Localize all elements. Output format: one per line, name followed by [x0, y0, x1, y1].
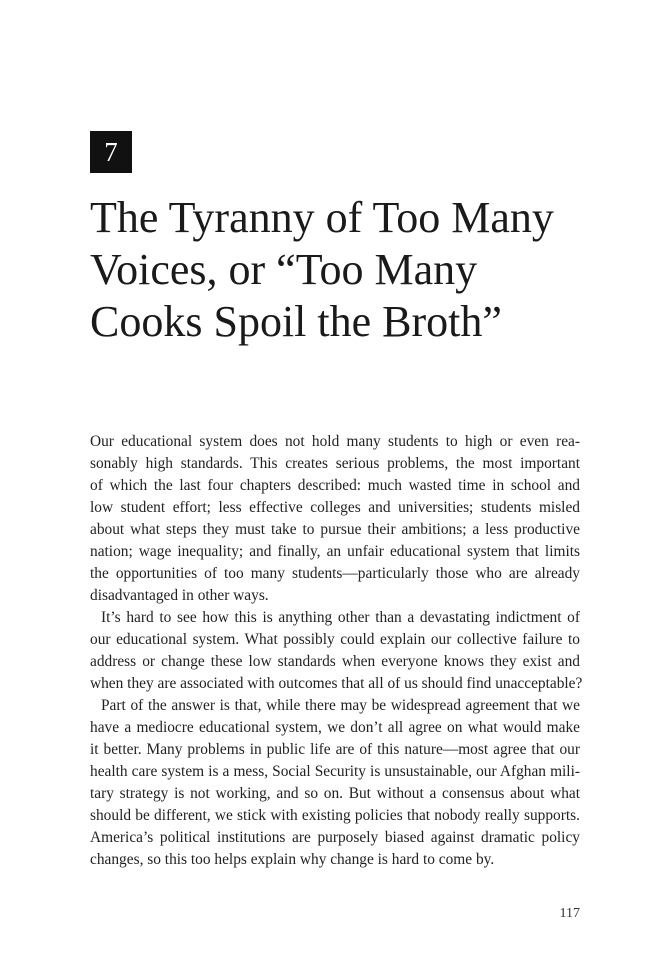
chapter-number-badge: 7: [90, 131, 132, 173]
text-line: America’s political institutions are purposely biased against dramatic policy: [90, 829, 580, 846]
text-line: about what steps they must take to pursue their ambitions; a less productive: [90, 521, 580, 538]
text-line: have a mediocre educational system, we don’t all agree on what would make: [90, 719, 580, 736]
text-line: tary strategy is not working, and so on. But without a consensus about what: [90, 785, 580, 802]
text-line: address or change these low standards when everyone knows they exist and: [90, 653, 580, 670]
text-line: changes, so this too helps explain why change is hard to come by.: [90, 851, 495, 868]
text-line: health care system is a mess, Social Security is unsustainable, our Afghan mili-: [90, 763, 580, 780]
text-line: our educational system. What possibly could explain our collective failure to: [90, 631, 580, 648]
text-line: of which the last four chapters described: much wasted time in school and: [90, 477, 580, 494]
text-line: it better. Many problems in public life are of this nature—most agree that our: [90, 741, 580, 758]
text-line: disadvantaged in other ways.: [90, 587, 269, 604]
page-number: 117: [559, 906, 580, 921]
text-line: It’s hard to see how this is anything other than a devastating indictment of: [101, 609, 580, 626]
paragraph: [90, 431, 580, 607]
text-line: sonably high standards. This creates serious problems, the most important: [90, 455, 580, 472]
text-line: Part of the answer is that, while there may be widespread agreement that we: [101, 697, 580, 714]
text-line: nation; wage inequality; and finally, an unfair educational system that limits: [90, 543, 580, 560]
paragraph: [90, 607, 583, 695]
text-line: should be different, we stick with existing policies that nobody really supports.: [90, 807, 580, 824]
chapter-title-line: Cooks Spoil the Broth”: [90, 297, 502, 346]
chapter-title-line: The Tyranny of Too Many: [90, 193, 554, 242]
text-line: Our educational system does not hold many students to high or even rea-: [90, 433, 580, 450]
body-text: [90, 431, 583, 871]
text-line: the opportunities of too many students—particularly those who are already: [90, 565, 580, 582]
chapter-title-line: Voices, or “Too Many: [90, 245, 478, 294]
paragraph: [90, 695, 580, 871]
text-line: when they are associated with outcomes that all of us should find unacceptable?: [90, 675, 583, 692]
chapter-title: [90, 192, 590, 348]
text-line: low student effort; less effective colleges and universities; students misled: [90, 499, 580, 516]
